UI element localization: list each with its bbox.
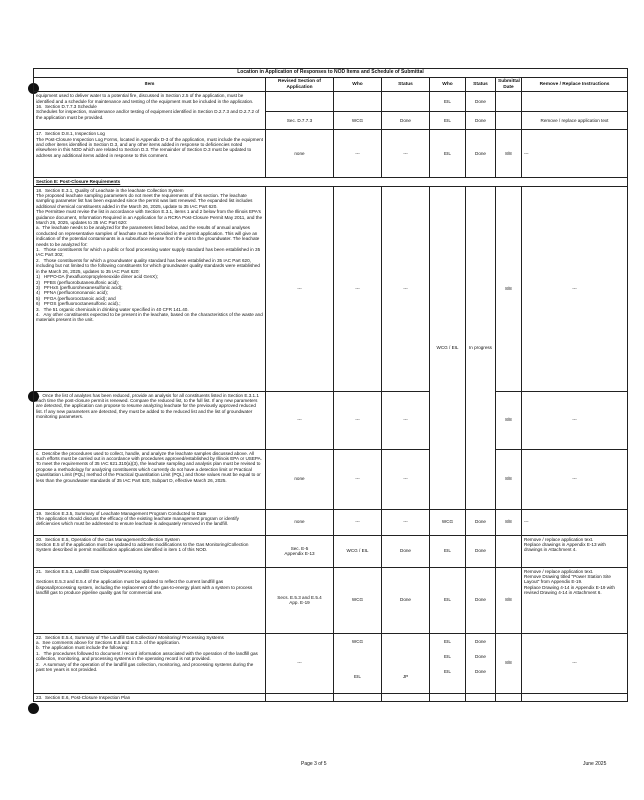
who-cell: --- bbox=[334, 509, 382, 535]
empty-cell bbox=[382, 693, 430, 701]
item-cell: 18. Section E.3.1, Quality of Leachate in the leachate Collection System The proposed leachate sampling parameters do not meet the requirements of this section. The leachate sampling parameter list has been expanded since the permit was last renewed. The expanded list includes additional chemical constituents added in the March 26, 2025, update to 35 IAC Part 620. The Permittee must revise the list in accordance with Section E.3.1, items 1 and 2 below from the Illinois EPA's guidance document, Information Required in an Application for a RCRA Post-Closure Permit May 2011, and the March 26, 2025, updates to 35 IAC Part 620: a. The leachate needs to be analyzed for the parameters listed below, and the results of annual analyses conducted on representative samples of leachate must be provided in the permit application. This will give an indication of the potential contaminants in a subsurface release from the unit to the groundwater. The leachate needs to be analyzed for: 1. Those constituents for which a public or food processing water supply standard has been established in 35 IAC Part 302; 2. Those constituents for which a groundwater quality standard has been established in 35 IAC Part 620, including but not limited to the following constituents for which groundwater quality standards were established in the March 26, 2025, updates to 35 IAC Part 620: 1) HFPO-DA (hexafluoropropyleneoxide dimer acid GenX); 2) PFBS (perfluorobutanesulfonic acid); 3) PFHxS (perfluorohexanesulfonic acid); 4) PFNA (perfluorononanoic acid); 5) PFOA (perfluorooctanoic acid); and 6) PFOS (perfluorooctanesulfonic acid).; 3. The 51 organic chemicals in drinking water specified in 40 CFR 141.40. 4. Any other constituents expected to be present in the leachate, based on the characteristics of the waste and materials present in the unit. bbox=[34, 186, 266, 391]
who-value: EIL bbox=[444, 638, 451, 644]
who-cell: --- bbox=[334, 130, 382, 178]
date-cell: 8/8 bbox=[496, 449, 522, 509]
table-row bbox=[34, 391, 628, 449]
status-cell: Done bbox=[466, 130, 496, 178]
status-cell: In progress bbox=[466, 186, 496, 509]
remove-replace-cell: Remove / replace application text bbox=[522, 112, 628, 130]
item-cell: c. Describe the procedures used to collect, handle, and analyze the leachate samples discussed above. All such efforts must be carried out in accordance with procedures approved/established by Illinois EPA or USEPA. To meet the requirements of 35 IAC 621.310(a)(3), the leachate sampling and analysis plan must be revised to propose a methodology for analyzing constituents which currently do not have a detection limit or Practical Quantitation Limit (PQL) method of the Practical Quantitation Limit (PQL) and those values must be equal to or less than the groundwater standards of 35 IAC Part 620, Subpart D, effective March 26, 2025. bbox=[34, 449, 266, 509]
status-cell: --- bbox=[382, 509, 430, 535]
remove-replace-cell: Remove / replace application text. Replace drawings in Appendix E-13 with drawings in Attachment 4. bbox=[522, 535, 628, 567]
footer-date: June 2025 bbox=[583, 761, 607, 767]
empty-cell bbox=[430, 693, 466, 701]
item-cell: 21. Section E.5.3, Landfill Gas Disposal/Processing System Sections E.5.3 and E.5.4 of the application must be updated to reflect the current landfill gas disposal/processing system, including the replacement of the gas-to-energy plant with a system to process landfill gas to produce pipeline quality gas for commercial use. bbox=[34, 567, 266, 633]
who-cell: EIL bbox=[430, 130, 466, 178]
who-cell bbox=[430, 633, 466, 693]
table-row bbox=[34, 509, 628, 535]
status-value: Done bbox=[475, 638, 486, 644]
who-cell: --- bbox=[334, 186, 382, 391]
remove-replace-cell: --- bbox=[522, 391, 628, 449]
status-cell bbox=[382, 92, 430, 112]
remove-replace-cell: --- bbox=[522, 449, 628, 509]
date-cell: 8/8 bbox=[496, 509, 522, 535]
revised-section-cell: none bbox=[266, 130, 334, 178]
who-cell: WCG bbox=[334, 567, 382, 633]
status-cell: Done bbox=[466, 92, 496, 112]
header-item: Item bbox=[34, 77, 266, 91]
status-value bbox=[384, 639, 427, 644]
table-row bbox=[34, 130, 628, 178]
section-heading-row bbox=[34, 178, 628, 186]
who-cell: --- bbox=[334, 391, 382, 449]
table-row bbox=[34, 633, 628, 693]
item-cell: b. Once the list of analytes has been reduced, provide an analysis for all constituents listed in Section E.3.1.1 each time the post-closure permit is renewed. Compare the reduced list, to the full list. If any new parameters are detected, the application can propose to resume analyzing leachate for the previously approved reduced list. If any new parameters are detected, they must be added to the reduced list and the list of groundwater monitoring parameters. bbox=[34, 391, 266, 449]
status-cell: Done bbox=[466, 535, 496, 567]
table-row bbox=[34, 92, 628, 112]
revised-section-cell: Sec. E-5 Appendix E-13 bbox=[266, 535, 334, 567]
item-cell: 20. Section E.5, Operation of the Gas Management/Collection System Section E.5 of the application must be updated to address modifications to the Gas Monitoring/Collection System described in permit modification applications identified in item 1 of this NOD. bbox=[34, 535, 266, 567]
date-cell: 8/8 bbox=[496, 633, 522, 693]
status-cell: --- bbox=[382, 130, 430, 178]
date-cell: 8/8 bbox=[496, 567, 522, 633]
table-title: Location in Application of Responses to NOD Items and Schedule of Submittal bbox=[34, 69, 628, 78]
who-cell: WCG bbox=[430, 509, 466, 535]
empty-cell bbox=[266, 693, 334, 701]
remove-replace-cell bbox=[522, 92, 628, 112]
revised-section-cell bbox=[266, 92, 334, 112]
page-number: Page 3 of 5 bbox=[301, 761, 327, 767]
revised-section-cell: --- bbox=[266, 391, 334, 449]
status-value: Done bbox=[475, 654, 486, 660]
status-value: JP bbox=[402, 673, 409, 679]
empty-cell bbox=[334, 693, 382, 701]
who-cell: WCG bbox=[334, 112, 382, 130]
item-cell: 23. Section E.6, Post-Closure Inspection Plan bbox=[34, 693, 266, 701]
status-cell bbox=[382, 633, 430, 693]
revised-section-cell: --- bbox=[266, 633, 334, 693]
date-cell bbox=[496, 535, 522, 567]
header-who-1: Who bbox=[334, 77, 382, 91]
status-cell: Done bbox=[466, 112, 496, 130]
empty-cell bbox=[466, 693, 496, 701]
date-cell: 8/8 bbox=[496, 391, 522, 449]
item-cell: 19. Section E.3.5, Summary of Leachate Management Program Conducted to Date The application should discuss the efficacy of the existing leachate management program or identify deficiencies which must be addressed to ensure leachate is adequately removed in the landfill. bbox=[34, 509, 266, 535]
header-status-2: Status bbox=[466, 77, 496, 91]
remove-replace-cell: --- bbox=[522, 509, 628, 535]
status-cell: --- bbox=[382, 449, 430, 509]
header-submittal-date: Submittal Date bbox=[496, 77, 522, 91]
status-cell: Done bbox=[382, 535, 430, 567]
who-value: WCG bbox=[351, 638, 364, 644]
table-row bbox=[34, 186, 628, 391]
date-cell: 8/8 bbox=[496, 186, 522, 391]
header-revised-section: Revised Section of Application bbox=[266, 77, 334, 91]
who-value: EIL bbox=[444, 654, 451, 660]
item-cell: equipment used to deliver water to a potential fire, discussed in Section 2.5 of the application, must be identified and a schedule for maintenance and testing of the equipment must be included in the application. 16. Section D.7.7.3 Schedule Schedules for inspection, maintenance and/or testing of equipment identified in Section D.2.7.3 and D.2.7.2 of the application must be provided. bbox=[34, 92, 266, 130]
who-cell: EIL bbox=[430, 535, 466, 567]
table-row bbox=[34, 693, 628, 701]
revised-section-cell: Sec. D.7.7.3 bbox=[266, 112, 334, 130]
punch-hole-bottom bbox=[28, 703, 39, 714]
status-value: Done bbox=[475, 669, 486, 675]
status-cell: Done bbox=[382, 112, 430, 130]
date-cell: 8/8 bbox=[496, 130, 522, 178]
who-value: EIL bbox=[354, 674, 361, 680]
table-row bbox=[34, 535, 628, 567]
status-cell: Done bbox=[466, 509, 496, 535]
nod-response-table bbox=[33, 68, 628, 702]
item-cell: 17. Section D.8.1, Inspection Log The Post-Closure Inspection Log Forms, located in Appendix D-3 of the application, must include the equipment and other items identified in Section D.3, and any other items added in response to deficiencies noted elsewhere in this NOD which are related to Section D.3. The remainder of Section D.3 must be updated to address any additional items added in response to this comment. bbox=[34, 130, 266, 178]
header-remove-replace: Remove / Replace Instructions bbox=[522, 77, 628, 91]
status-cell bbox=[466, 633, 496, 693]
who-cell: --- bbox=[334, 449, 382, 509]
who-cell: EIL bbox=[430, 567, 466, 633]
date-cell bbox=[496, 112, 522, 130]
who-cell: EIL bbox=[430, 112, 466, 130]
who-cell: EIL bbox=[430, 92, 466, 112]
status-cell: Done bbox=[382, 567, 430, 633]
header-status-1: Status bbox=[382, 77, 430, 91]
table-row bbox=[34, 567, 628, 633]
who-cell: WCG / EIL bbox=[334, 535, 382, 567]
revised-section-cell: none bbox=[266, 509, 334, 535]
remove-replace-cell: --- bbox=[522, 130, 628, 178]
remove-replace-cell: --- bbox=[522, 633, 628, 693]
table-title-row bbox=[34, 69, 628, 78]
section-heading: Section E: Post-Closure Requirements bbox=[34, 178, 628, 186]
empty-cell bbox=[496, 693, 522, 701]
table-header-row bbox=[34, 77, 628, 91]
remove-replace-cell: --- bbox=[522, 186, 628, 391]
status-cell: --- bbox=[382, 391, 430, 449]
status-cell: --- bbox=[382, 186, 430, 391]
date-cell bbox=[496, 92, 522, 112]
who-cell: WCG / EIL bbox=[430, 186, 466, 509]
who-value: EIL bbox=[444, 669, 451, 675]
table-row bbox=[34, 449, 628, 509]
revised-section-cell: Secs. E.5.3 and E.5.4 App. E-19 bbox=[266, 567, 334, 633]
revised-section-cell: none bbox=[266, 449, 334, 509]
status-cell: Done bbox=[466, 567, 496, 633]
empty-cell bbox=[522, 693, 628, 701]
who-cell bbox=[334, 92, 382, 112]
remove-replace-cell: Remove / replace application text. Remove Drawing titled "Power Station Site Layout" from Appendix E-19. Replace Drawing 4-14 in Appendix E-19 with revised Drawing 4-14 in Attachment 6. bbox=[522, 567, 628, 633]
item-cell: 22. Section E.5.4, Summary of The Landfill Gas Collection/ Monitoring/ Processing Systems a. See comments above for Sections E.5 and E.5.3. of the application. b. The application must include the following: 1. The procedures followed to document / record information associated with the operation of the landfill gas collection, monitoring, and processing systems in the operating record is not provided. 2. A summary of the operation of the landfill gas collection, monitoring, and processing systems during the past ten years is not provided. bbox=[34, 633, 266, 693]
revised-section-cell: --- bbox=[266, 186, 334, 391]
header-who-2: Who bbox=[430, 77, 466, 91]
who-cell bbox=[334, 633, 382, 693]
